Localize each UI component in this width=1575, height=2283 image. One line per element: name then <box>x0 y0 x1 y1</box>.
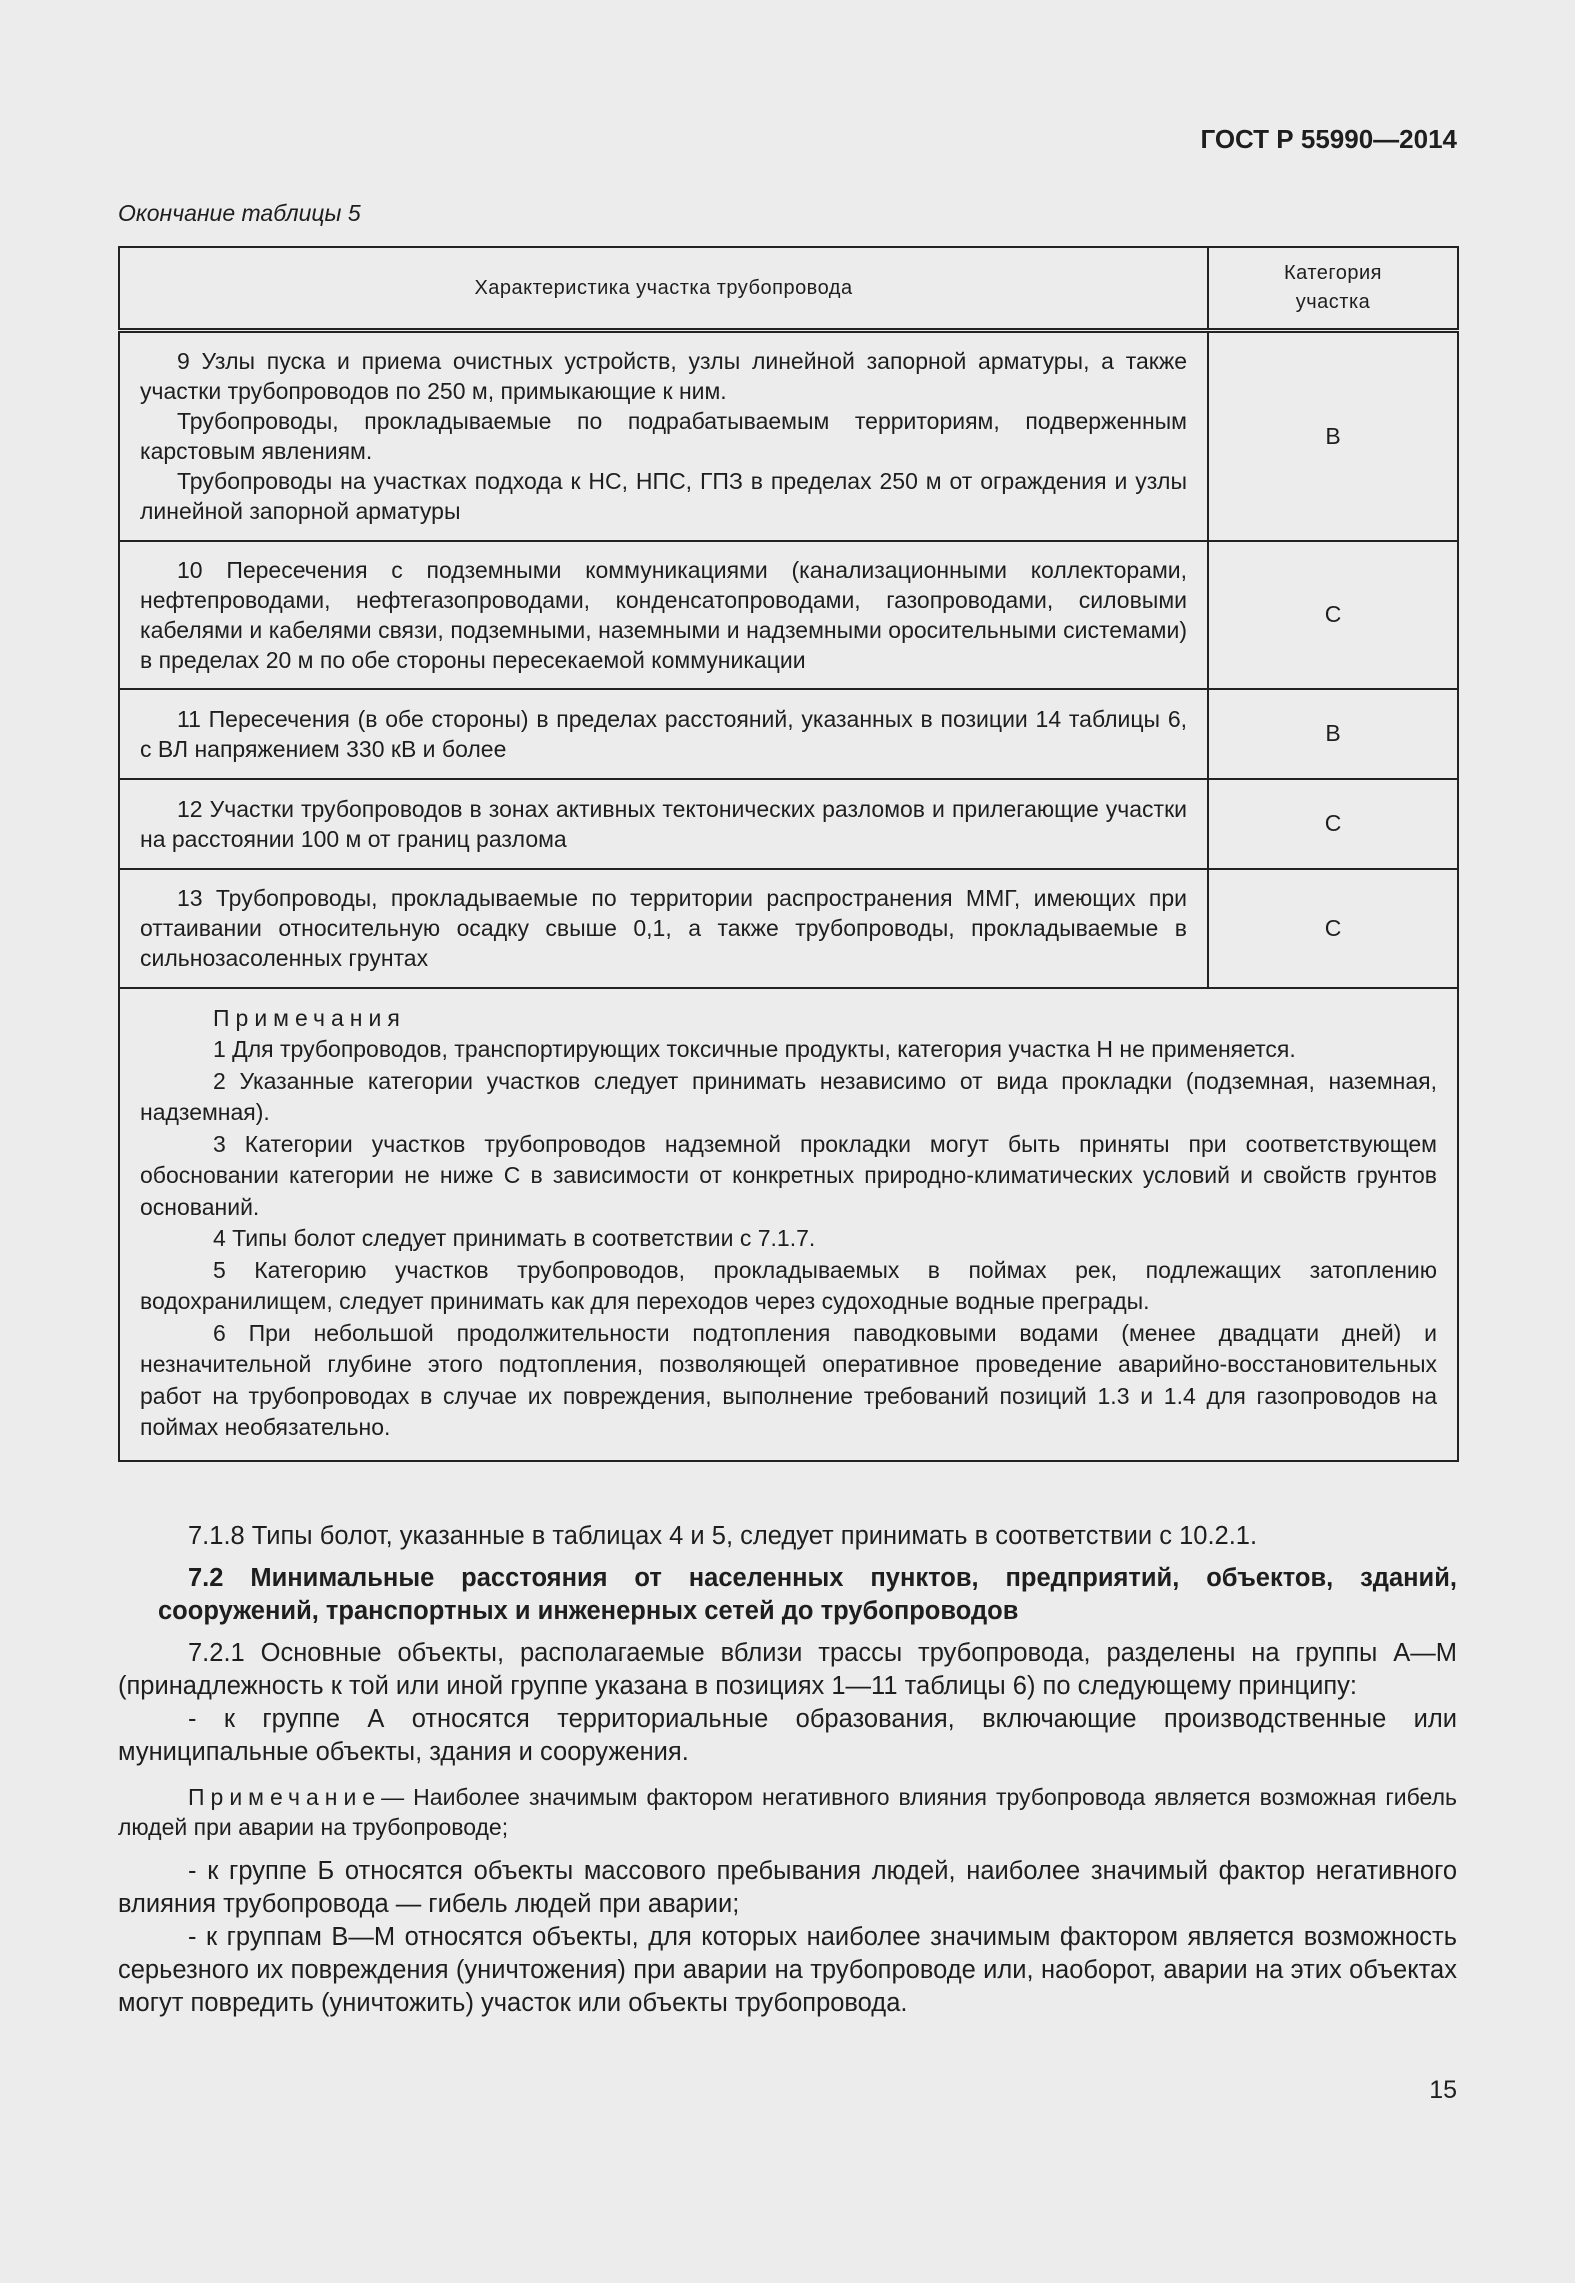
note-item: 2 Указанные категории участков следует принимать независимо от вида прокладки (подземная, наземная, надземная). <box>140 1067 1437 1125</box>
list-item-group-a: - к группе А относятся территориальные образования, включающие производственные или муниципальные объекты, здания и сооружения. <box>118 1705 1457 1766</box>
list-item-group-b: - к группе Б относятся объекты массового пребывания людей, наиболее значимый фактор негативного влияния трубопровода — гибель людей при аварии; <box>118 1857 1457 1918</box>
table-row <box>119 331 1458 541</box>
standard-code: ГОСТ Р 55990—2014 <box>1200 124 1457 154</box>
category-table <box>118 246 1459 1462</box>
note-item: 1 Для трубопроводов, транспортирующих токсичные продукты, категория участка Н не применяется. <box>213 1036 1296 1062</box>
note-item: 3 Категории участков трубопроводов надземной прокладки могут быть приняты при соответствующем обосновании категории не ниже С в зависимости от конкретных природно-климатических условий и свойств грунтов оснований. <box>140 1130 1437 1220</box>
row-category: С <box>1208 779 1458 869</box>
table-row <box>119 689 1458 779</box>
row-characteristic <box>119 689 1208 779</box>
paragraph-7-1-8: 7.1.8 Типы болот, указанные в таблицах 4 и 5, следует принимать в соответствии с 10.2.1. <box>188 1522 1258 1550</box>
paragraph-7-2-1: 7.2.1 Основные объекты, располагаемые вблизи трассы трубопровода, разделены на группы А—М (принадлежность к той или иной группе указана в позициях 1—11 таблицы 6) по следующему принципу: <box>118 1639 1457 1700</box>
column-header-characteristic: Характеристика участка трубопровода <box>119 247 1208 331</box>
table-notes <box>119 988 1458 1461</box>
row-paragraph: 10 Пересечения с подземными коммуникациями (канализационными коллекторами, нефтепроводами, нефтегазопроводами, конденсатопроводами, газопроводами, силовыми кабелями и кабелями связи, подземными, наземными и надземными оросительными системами) в пределах 20 м по обе стороны пересекаемой коммуникации <box>140 556 1187 673</box>
inline-note-label: Примечание <box>188 1784 382 1810</box>
row-characteristic <box>119 869 1208 988</box>
table-caption: Окончание таблицы 5 <box>118 200 361 226</box>
body-text <box>118 1520 1457 2020</box>
table-header-row <box>119 247 1458 331</box>
row-paragraph: 9 Узлы пуска и приема очистных устройств, узлы линейной запорной арматуры, а также участки трубопроводов по 250 м, примыкающие к ним. <box>140 348 1187 405</box>
column-header-category-text: Категория участка <box>1284 262 1382 313</box>
notes-row <box>119 988 1458 1461</box>
note-item: 4 Типы болот следует принимать в соответствии с 7.1.7. <box>213 1225 816 1251</box>
notes-title: Примечания <box>213 1004 406 1031</box>
row-paragraph: Трубопроводы, прокладываемые по подрабатываемым территориям, подверженным карстовым явлениям. <box>140 408 1187 465</box>
row-paragraph: Трубопроводы на участках подхода к НС, НПС, ГПЗ в пределах 250 м от ограждения и узлы линейной запорной арматуры <box>140 468 1187 525</box>
note-item: 6 При небольшой продолжительности подтопления паводковыми водами (менее двадцати дней) и незначительной глубине этого подтопления, позволяющей оперативное проведение аварийно-восстановительных работ на трубопроводах в случае их повреждения, выполнение требований позиций 1.3 и 1.4 для газопроводов на поймах необязательно. <box>140 1319 1437 1440</box>
list-item-group-v-m: - к группам В—М относятся объекты, для которых наиболее значимым фактором является возможность серьезного их повреждения (уничтожения) при аварии на трубопроводе или, наоборот, аварии на этих объектах могут повредить (уничтожить) участок или объекты трубопровода. <box>118 1923 1457 2017</box>
note-item: 5 Категорию участков трубопроводов, прокладываемых в поймах рек, подлежащих затоплению водохранилищем, следует принимать как для переходов через судоходные водные преграды. <box>140 1256 1437 1314</box>
row-category: В <box>1208 689 1458 779</box>
table-row <box>119 779 1458 869</box>
column-header-category <box>1208 247 1458 331</box>
row-characteristic <box>119 779 1208 869</box>
table-row <box>119 541 1458 689</box>
row-category: В <box>1208 331 1458 541</box>
row-category: С <box>1208 541 1458 689</box>
table-row <box>119 869 1458 988</box>
inline-note-text: — Наиболее значимым фактором негативного влияния трубопровода является возможная гибель людей при аварии на трубопроводе; <box>118 1784 1457 1840</box>
row-paragraph: 13 Трубопроводы, прокладываемые по территории распространения ММГ, имеющих при оттаивании относительную осадку свыше 0,1, а также трубопроводы, прокладываемые в сильнозасоленных грунтах <box>140 885 1187 971</box>
row-characteristic <box>119 541 1208 689</box>
row-paragraph: 11 Пересечения (в обе стороны) в пределах расстояний, указанных в позиции 14 таблицы 6, с ВЛ напряжением 330 кВ и более <box>140 705 1187 762</box>
row-characteristic <box>119 331 1208 541</box>
inline-note <box>118 1782 1457 1842</box>
row-category: С <box>1208 869 1458 988</box>
page-number: 15 <box>1429 2076 1457 2104</box>
section-heading-7-2: 7.2 Минимальные расстояния от населенных пунктов, предприятий, объектов, зданий, сооружений, транспортных и инженерных сетей до трубопроводов <box>158 1564 1457 1625</box>
row-paragraph: 12 Участки трубопроводов в зонах активных тектонических разломов и прилегающие участки на расстоянии 100 м от границ разлома <box>140 795 1187 852</box>
